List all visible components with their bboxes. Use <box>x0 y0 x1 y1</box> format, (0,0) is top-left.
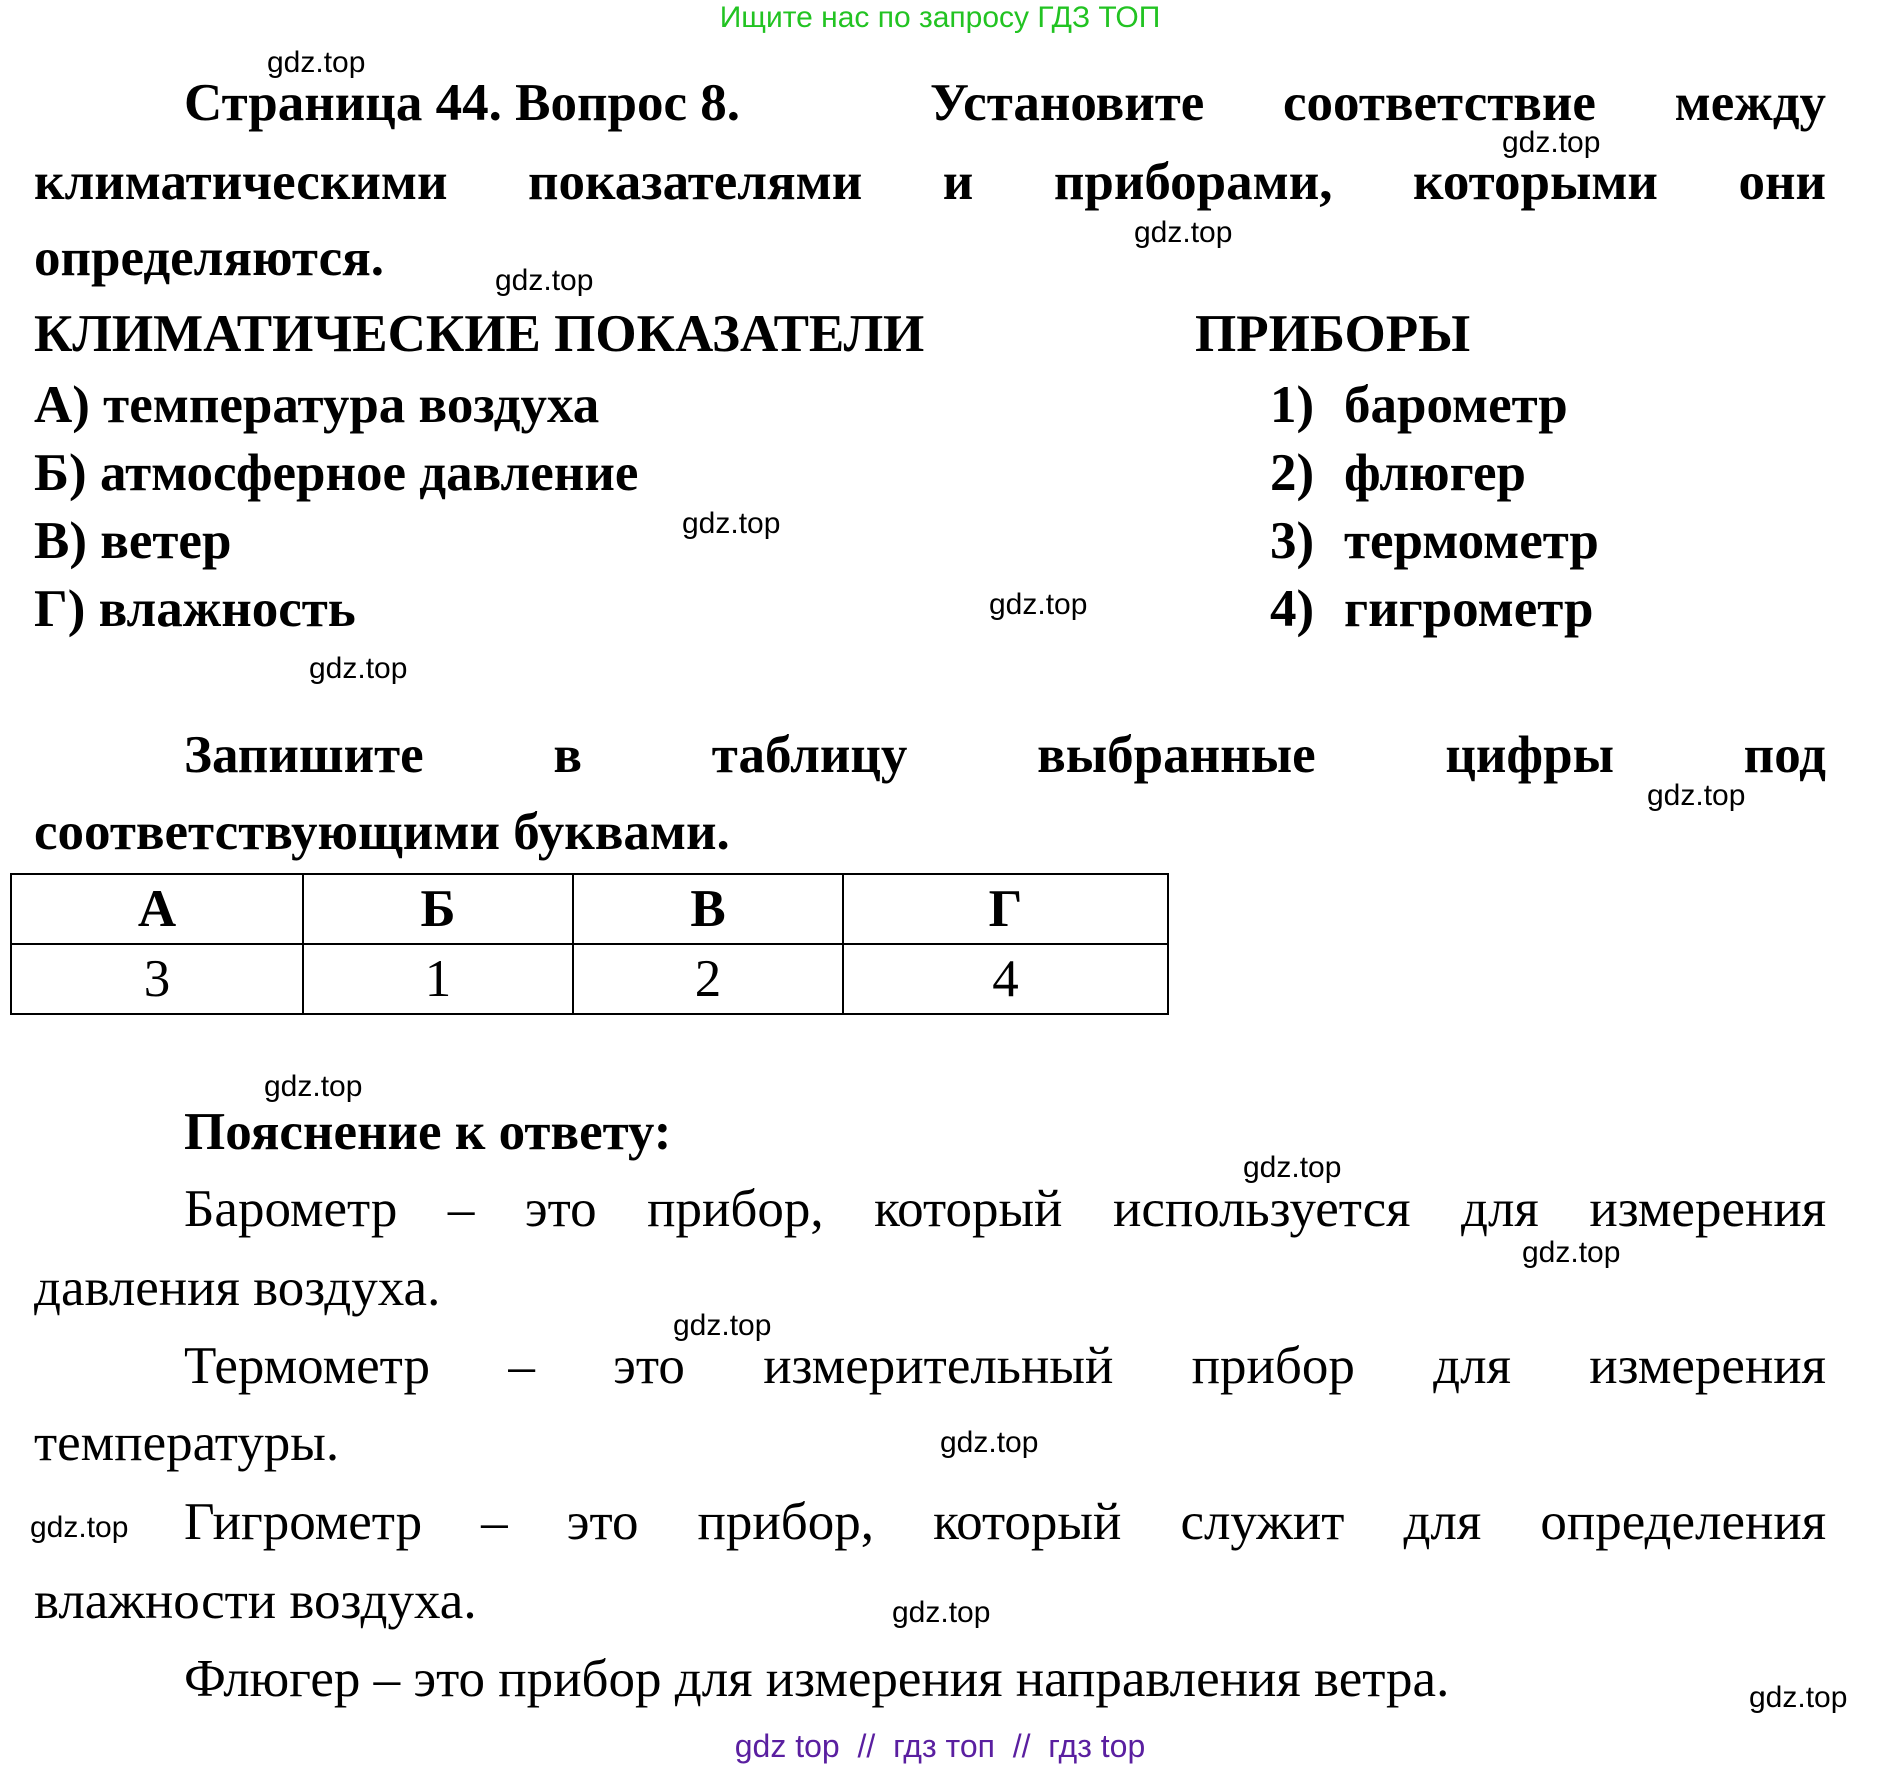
watermark: gdz.top <box>1134 216 1233 249</box>
word: цифры <box>1445 726 1614 784</box>
word: они <box>1738 153 1827 211</box>
word: служит <box>1180 1493 1345 1551</box>
table-cell: 2 <box>573 944 843 1014</box>
table-header-cell: В <box>573 874 843 944</box>
word: между <box>1674 74 1827 132</box>
watermark: gdz.top <box>673 1309 772 1342</box>
table-header-cell: Г <box>843 874 1168 944</box>
word: – <box>447 1180 475 1238</box>
word: таблицу <box>711 726 908 784</box>
explanation-p1-line1 <box>184 1177 1826 1241</box>
watermark: gdz.top <box>309 652 408 685</box>
watermark: gdz.top <box>940 1426 1039 1459</box>
watermark: gdz.top <box>495 264 594 297</box>
bottom-watermark-banner: gdz top // гдз топ // гдз top <box>734 1728 1146 1764</box>
word: под <box>1743 726 1826 784</box>
word: определения <box>1540 1493 1827 1551</box>
word: выбранные <box>1037 726 1316 784</box>
search-hint-banner: Ищите нас по запросу ГДЗ ТОП <box>719 1 1161 34</box>
word: соответствие <box>1283 74 1596 132</box>
instruction-line1 <box>184 723 1826 787</box>
question-text-line3: определяются. <box>34 229 385 287</box>
watermark: gdz.top <box>1522 1236 1621 1269</box>
word: измерения <box>1589 1337 1827 1395</box>
table-header-cell: А <box>11 874 303 944</box>
word: используется <box>1112 1180 1411 1238</box>
instrument-name: термометр <box>1344 512 1599 570</box>
word: который <box>874 1180 1063 1238</box>
watermark: gdz.top <box>1243 1151 1342 1184</box>
word: показателями <box>528 153 863 211</box>
instrument-number: 4) <box>1270 580 1315 638</box>
table-header-cell: Б <box>303 874 573 944</box>
indicator-item: Г) влажность <box>34 580 356 638</box>
indicator-item: В) ветер <box>34 512 232 570</box>
word: – <box>481 1493 508 1551</box>
answer-table <box>10 873 1169 1015</box>
watermark: gdz.top <box>1647 779 1746 812</box>
instrument-number: 3) <box>1270 512 1315 570</box>
explanation-p2-line2: температуры. <box>34 1414 340 1472</box>
explanation-p1-line2: давления воздуха. <box>34 1259 441 1317</box>
word: которыми <box>1413 153 1658 211</box>
watermark: gdz.top <box>30 1511 129 1544</box>
word: это <box>524 1180 597 1238</box>
word: это <box>613 1337 685 1395</box>
word: это <box>566 1493 639 1551</box>
word: измерительный <box>763 1337 1114 1395</box>
explanation-p3-line2: влажности воздуха. <box>34 1572 477 1630</box>
explanation-p2-line1 <box>184 1334 1826 1398</box>
table-cell: 1 <box>303 944 573 1014</box>
indicator-item: Б) атмосферное давление <box>34 444 639 502</box>
word: Барометр <box>184 1180 398 1238</box>
watermark: gdz.top <box>682 507 781 540</box>
indicators-header: КЛИМАТИЧЕСКИЕ ПОКАЗАТЕЛИ <box>34 305 925 363</box>
instruction-line2: соответствующими буквами. <box>34 803 730 861</box>
indicator-item: А) температура воздуха <box>34 376 600 434</box>
instrument-number: 2) <box>1270 444 1315 502</box>
word: Запишите <box>184 726 424 784</box>
word: для <box>1461 1180 1539 1238</box>
watermark: gdz.top <box>267 46 366 79</box>
explanation-p4: Флюгер – это прибор для измерения направления ветра. <box>184 1650 1450 1708</box>
instruments-header: ПРИБОРЫ <box>1195 305 1471 363</box>
instrument-name: барометр <box>1344 376 1568 434</box>
word: в <box>553 726 583 784</box>
question-text-line1 <box>930 71 1826 135</box>
word: который <box>933 1493 1122 1551</box>
watermark: gdz.top <box>989 588 1088 621</box>
word: для <box>1403 1493 1482 1551</box>
instrument-number: 1) <box>1270 376 1315 434</box>
word: прибор <box>1191 1337 1355 1395</box>
word: Гигрометр <box>184 1493 423 1551</box>
question-number: Страница 44. Вопрос 8. <box>184 74 740 132</box>
word: Установите <box>930 74 1205 132</box>
table-row <box>11 944 1168 1014</box>
table-header-row <box>11 874 1168 944</box>
word: и <box>942 153 974 211</box>
word: прибор, <box>647 1180 824 1238</box>
watermark: gdz.top <box>1749 1681 1848 1714</box>
word: измерения <box>1589 1180 1827 1238</box>
watermark: gdz.top <box>264 1070 363 1103</box>
word: прибор, <box>697 1493 874 1551</box>
word: для <box>1433 1337 1511 1395</box>
table-cell: 4 <box>843 944 1168 1014</box>
table-cell: 3 <box>11 944 303 1014</box>
watermark: gdz.top <box>892 1596 991 1629</box>
word: Термометр <box>184 1337 430 1395</box>
word: приборами, <box>1053 153 1333 211</box>
instrument-name: гигрометр <box>1344 580 1594 638</box>
instrument-name: флюгер <box>1344 444 1526 502</box>
watermark: gdz.top <box>1502 126 1601 159</box>
word: климатическими <box>34 153 448 211</box>
word: – <box>508 1337 535 1395</box>
explanation-title: Пояснение к ответу: <box>184 1103 672 1161</box>
explanation-p3-line1 <box>184 1490 1826 1554</box>
